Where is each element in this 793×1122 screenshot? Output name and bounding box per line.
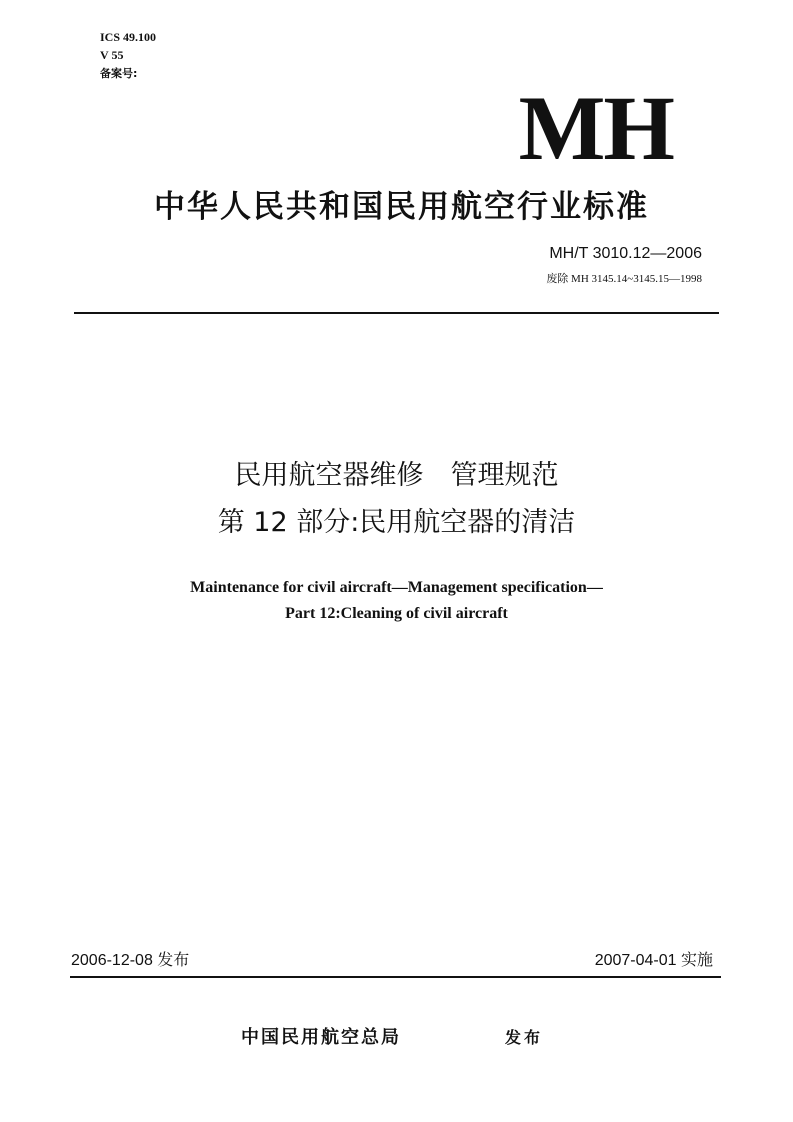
classification-code: V 55 <box>100 48 124 62</box>
standard-code: MH/T 3010.12—2006 <box>549 245 702 262</box>
zh-title-line-2: 第 12 部分:民用航空器的清洁 <box>217 507 576 538</box>
bottom-divider <box>70 976 721 978</box>
top-divider <box>74 312 719 314</box>
replaces-standard: 废除 MH 3145.14~3145.15—1998 <box>546 273 702 285</box>
record-number: 备案号: <box>100 67 138 80</box>
mh-logo: MH <box>518 77 673 179</box>
ics-code: ICS 49.100 <box>100 30 157 44</box>
en-title-line-2: Part 12:Cleaning of civil aircraft <box>285 605 508 622</box>
implement-date: 2007-04-01 实施 <box>594 952 713 969</box>
issuing-authority: 中国民用航空总局 <box>241 1027 401 1048</box>
publish-date: 2006-12-08 发布 <box>71 952 190 969</box>
en-title-line-1: Maintenance for civil aircraft—Management specification— <box>190 579 603 596</box>
issue-label: 发布 <box>505 1028 544 1047</box>
zh-title-line-1: 民用航空器维修 管理规范 <box>234 460 559 491</box>
standard-title: 中华人民共和国民用航空行业标准 <box>154 189 649 225</box>
